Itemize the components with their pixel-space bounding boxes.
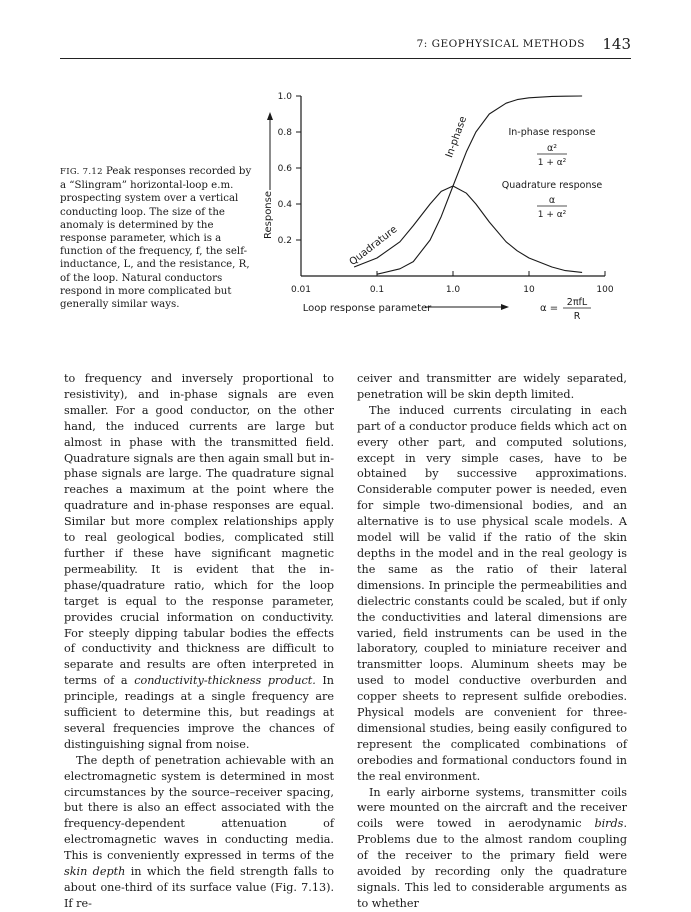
- alpha-formula-num: 2πfL: [566, 297, 588, 308]
- paragraph: [64, 371, 334, 753]
- paragraph-text: . Problems due to the almost random coupling of the receiver to the primary field were avoided by recording only the quadrature signals. This led to considerable arguments as to whether: [357, 817, 627, 910]
- figure-caption: [60, 165, 260, 311]
- quadrature-formula-den: 1 + α²: [537, 210, 567, 220]
- paragraph: ceiver and transmitter are widely separated, penetration will be skin depth limited.: [357, 372, 627, 401]
- chart-ticks: [278, 92, 614, 295]
- alpha-formula-lhs: α =: [540, 303, 559, 314]
- emphasis-text: conductivity-thickness product.: [134, 674, 316, 688]
- y-tick-label: 1.0: [277, 92, 292, 102]
- y-axis-arrow: [267, 112, 273, 190]
- section-title: 7: GEOPHYSICAL METHODS: [416, 38, 585, 50]
- inphase-formula-den: 1 + α²: [537, 158, 567, 168]
- inphase-legend: [508, 127, 595, 168]
- y-axis-label: Response: [263, 190, 274, 240]
- inphase-formula-num: α²: [546, 143, 558, 154]
- paragraph-text: In early airborne systems, transmitter coils were mounted on the aircraft and the receiver coils were towed in aerodynamic: [357, 785, 627, 831]
- y-tick-label: 0.6: [277, 164, 292, 174]
- alpha-formula: [540, 297, 591, 322]
- running-header: [60, 36, 631, 59]
- y-tick-label: 0.8: [277, 128, 292, 138]
- paragraph-text: In principle, readings at a single frequency are sufficient to determine this, but readings at several frequencies improve the chances of distinguishing signal from noise.: [64, 674, 334, 751]
- figure-caption-text: Peak responses recorded by a “Slingram” horizontal-loop e.m. prospecting system over a vertical conducting loop. The size of the anomaly is determined by the response parameter, which is a function of the frequency, f, the self-inductance, L, and the resistance, R, of the loop. Natural conductors respond in more complicated but generally similar ways.: [60, 166, 252, 311]
- paragraph-text: The depth of penetration achievable with an electromagnetic system is determined in most circumstances by the source–receiver spacing, but there is also an effect associated with the frequency-dependent attenuation of electromagnetic waves in conducting media. This is conveniently expressed in terms of the: [64, 753, 334, 863]
- figure-label: FIG. 7.12: [60, 167, 103, 177]
- paragraph-text: to frequency and inversely proportional to resistivity), and in-phase signals are even smaller. For a good conductor, on the other hand, the induced currents are large but almost in phase with the transmitted field. Quadrature signals are then again small but in-phase signals are large. The quadrature signal reaches a maximum at the point where the quadrature and in-phase responses are equal. Similar but more complex relationships apply to real geological bodies, complicated still further if these have significant magnetic permeability. It is evident that the in-phase/quadrature ratio, which for the loop target is equal to the response parameter, provides crucial information on conductivity. For steeply dipping tabular bodies the effects of conductivity and thickness are difficult to separate and results are often interpreted in terms of a: [64, 372, 334, 688]
- emphasis-text: skin depth: [64, 865, 126, 879]
- response-chart: [255, 80, 635, 330]
- x-axis-label: Loop response parameter: [302, 303, 432, 314]
- body-column-right: [357, 371, 627, 912]
- x-tick-label: 10: [523, 285, 535, 295]
- alpha-formula-den: R: [573, 311, 581, 322]
- y-tick-label: 0.2: [277, 236, 292, 246]
- quadrature-legend-label: Quadrature response: [501, 180, 603, 191]
- paragraph-text: in which the field strength falls to about one-third of its surface value (Fig. 7.13). If re-: [64, 865, 334, 910]
- quadrature-legend: [502, 180, 603, 220]
- inphase-legend-label: In-phase response: [508, 127, 596, 138]
- quadrature-curve-label: Quadrature: [347, 224, 400, 268]
- paragraph: The induced currents circulating in each part of a conductor produce fields which act on every other part, and computed solutions, except in very simple cases, have to be obtained by successive approximations. Considerable computer power is needed, even for simple two-dimensional bodies, and an alternative is to use physical scale models. A model will be valid if the ratio of the skin depths in the model and in the real geology is the same as the ratio of their lateral dimensions. In principle the permeabilities and dielectric constants could be scaled, but if only the conductivities and lateral dimensions are varied, field instruments can be used in the laboratory, coupled to miniature receiver and transmitter loops. Aluminum sheets may be used to model conductive overburden and copper sheets to represent sulfide orebodies. Physical models are convenient for three-dimensional studies, being easily configured to represent the complicated combinations of orebodies and formational conductors found in the real environment.: [357, 403, 627, 783]
- emphasis-text: birds: [594, 817, 624, 831]
- paragraph: [64, 753, 334, 912]
- x-tick-label: 100: [596, 285, 614, 295]
- y-tick-label: 0.4: [277, 200, 292, 210]
- x-tick-label: 0.01: [290, 285, 312, 295]
- x-tick-label: 0.1: [369, 285, 385, 295]
- paragraph: [357, 785, 627, 912]
- inphase-curve-label: In-phase: [444, 115, 470, 160]
- x-axis-arrow: [425, 304, 509, 310]
- body-column-left: [64, 371, 334, 912]
- page-number: 143: [602, 35, 631, 53]
- x-tick-label: 1.0: [445, 285, 461, 295]
- quadrature-formula-num: α: [548, 195, 556, 206]
